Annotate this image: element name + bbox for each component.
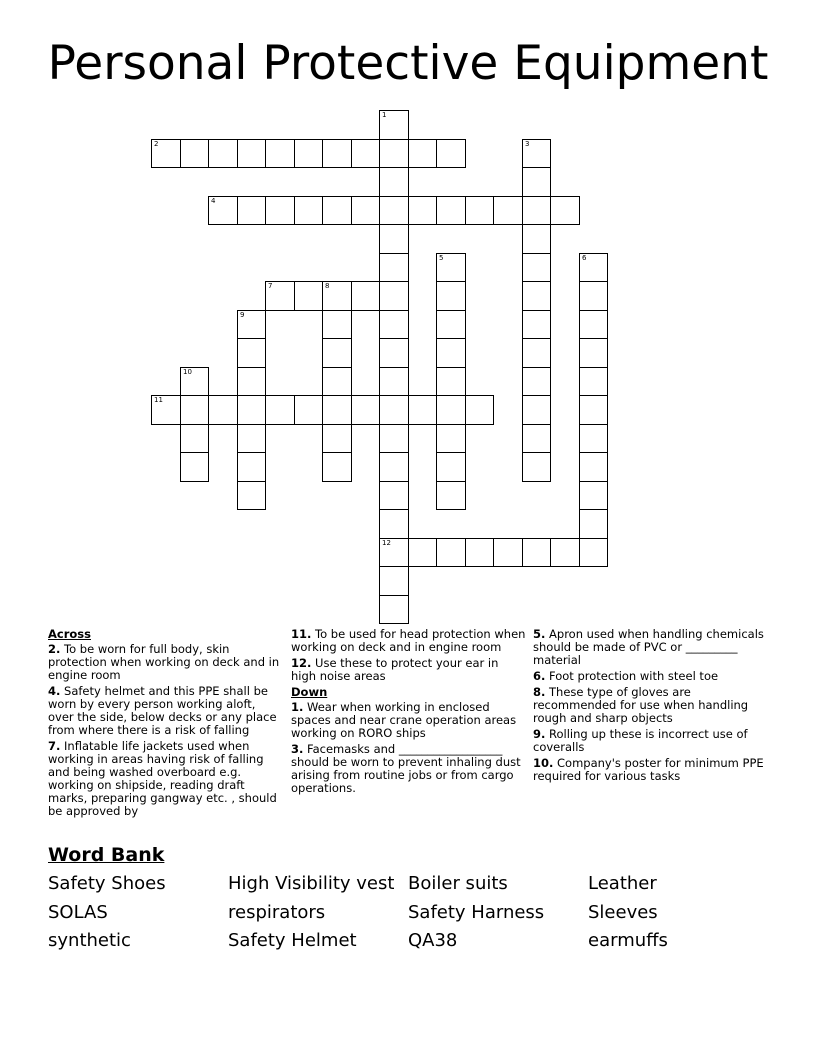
crossword-cell[interactable] [379, 395, 409, 425]
crossword-cell[interactable] [180, 424, 209, 453]
crossword-cell[interactable] [237, 452, 266, 482]
crossword-cell[interactable] [180, 395, 209, 425]
crossword-cell[interactable] [294, 139, 323, 168]
word-bank-item: respirators [228, 902, 326, 923]
crossword-cell[interactable] [379, 253, 409, 282]
crossword-cell[interactable] [436, 367, 466, 396]
word-bank-item: Sleeves [588, 902, 658, 923]
crossword-cell[interactable] [237, 310, 266, 339]
crossword-cell[interactable] [237, 395, 266, 425]
crossword-cell[interactable] [579, 367, 608, 396]
crossword-cell[interactable] [408, 139, 437, 168]
word-bank-item: Safety Shoes [48, 873, 166, 894]
clue-text: Foot protection with steel toe [549, 669, 719, 683]
clue-text: These type of gloves are recommended for use when handling rough and sharp objects [533, 685, 749, 725]
crossword-cell[interactable] [436, 281, 466, 311]
clue-number: 4. [48, 684, 61, 698]
crossword-cell[interactable] [465, 395, 494, 425]
word-bank-item: Safety Harness [408, 902, 545, 923]
clues-column-2 [291, 628, 527, 798]
crossword-cell[interactable] [151, 139, 181, 168]
crossword-cell[interactable] [579, 452, 608, 482]
clue-text: Wear when working in enclosed spaces and near crane operation areas working on RORO ships [291, 700, 517, 740]
crossword-cell[interactable] [465, 538, 494, 567]
crossword-cell[interactable] [436, 310, 466, 339]
clue-number: 8. [533, 685, 546, 699]
clues-column-3 [533, 628, 769, 786]
clue-number-label: 3 [525, 140, 530, 148]
clue-text: To be worn for full body, skin protection when working on deck and in engine room [48, 642, 280, 682]
clue-text: Rolling up these is incorrect use of coveralls [533, 727, 748, 754]
crossword-cell[interactable] [237, 139, 266, 168]
crossword-cell[interactable] [579, 253, 608, 282]
crossword-cell[interactable] [379, 424, 409, 453]
clue-across-2 [48, 643, 284, 682]
crossword-cell[interactable] [522, 281, 551, 311]
crossword-cell[interactable] [322, 310, 352, 339]
clue-number-label: 2 [154, 140, 159, 148]
crossword-cell[interactable] [208, 395, 238, 425]
clue-across-4 [48, 685, 284, 737]
crossword-cell[interactable] [408, 395, 437, 425]
crossword-cell[interactable] [237, 424, 266, 453]
crossword-cell[interactable] [522, 139, 551, 168]
crossword-cell[interactable] [294, 395, 323, 425]
crossword-cell[interactable] [322, 139, 352, 168]
crossword-cell[interactable] [265, 196, 295, 225]
clues-column-1 [48, 628, 284, 821]
crossword-cell[interactable] [322, 281, 352, 311]
clue-down-1 [291, 701, 527, 740]
crossword-cell[interactable] [322, 395, 352, 425]
crossword-cell[interactable] [322, 196, 352, 225]
crossword-cell[interactable] [436, 139, 466, 168]
crossword-cell[interactable] [208, 196, 238, 225]
clue-down-5 [533, 628, 769, 667]
page-title: Personal Protective Equipment [47, 36, 769, 91]
crossword-cell[interactable] [351, 139, 380, 168]
crossword-cell[interactable] [265, 139, 295, 168]
crossword-cell[interactable] [493, 196, 523, 225]
crossword-cell[interactable] [579, 338, 608, 368]
clue-number-label: 7 [268, 282, 273, 290]
crossword-cell[interactable] [436, 395, 466, 425]
crossword-cell[interactable] [579, 424, 608, 453]
crossword-cell[interactable] [550, 196, 580, 225]
crossword-cell[interactable] [379, 139, 409, 168]
crossword-cell[interactable] [522, 424, 551, 453]
crossword-cell[interactable] [522, 338, 551, 368]
crossword-cell[interactable] [379, 110, 409, 140]
crossword-cell[interactable] [579, 481, 608, 510]
clue-down-10 [533, 757, 769, 783]
crossword-cell[interactable] [522, 367, 551, 396]
clue-text: Safety helmet and this PPE shall be worn by every person working aloft, over the side, below decks or any place from where there is a risk of falling [48, 684, 277, 737]
crossword-cell[interactable] [379, 338, 409, 368]
clue-across-11 [291, 628, 527, 654]
crossword-cell[interactable] [237, 338, 266, 368]
clue-number: 5. [533, 627, 546, 641]
clue-number: 3. [291, 742, 304, 756]
crossword-cell[interactable] [522, 452, 551, 482]
clue-across-12 [291, 657, 527, 683]
clue-text: Use these to protect your ear in high noise areas [291, 656, 499, 683]
crossword-cell[interactable] [579, 538, 608, 567]
crossword-cell[interactable] [180, 452, 209, 482]
crossword-cell[interactable] [550, 538, 580, 567]
crossword-cell[interactable] [294, 281, 323, 311]
crossword-cell[interactable] [379, 566, 409, 596]
crossword-cell[interactable] [436, 452, 466, 482]
crossword-cell[interactable] [379, 224, 409, 254]
clue-number-label: 10 [183, 368, 192, 376]
word-bank-item: earmuffs [588, 930, 668, 951]
clue-number: 10. [533, 756, 554, 770]
crossword-cell[interactable] [379, 509, 409, 539]
crossword-cell[interactable] [237, 481, 266, 510]
clue-text: To be used for head protection when working on deck and in engine room [291, 627, 526, 654]
crossword-cell[interactable] [579, 395, 608, 425]
word-bank-item: SOLAS [48, 902, 108, 923]
clue-number: 12. [291, 656, 312, 670]
clue-number-label: 8 [325, 282, 330, 290]
word-bank-item: QA38 [408, 930, 458, 951]
word-bank-title: Word Bank [48, 844, 165, 866]
clue-number: 11. [291, 627, 312, 641]
clue-text: Inflatable life jackets used when working in areas having risk of falling and being washed overboard e.g. working on shipside, reading draft marks, preparing gangway etc. , should be approved by [48, 739, 277, 818]
clue-number-label: 4 [211, 197, 216, 205]
clue-text: Company's poster for minimum PPE required for various tasks [533, 756, 764, 783]
crossword-cell[interactable] [579, 310, 608, 339]
crossword-cell[interactable] [408, 538, 437, 567]
crossword-cell[interactable] [579, 509, 608, 539]
crossword-cell[interactable] [522, 196, 551, 225]
crossword-cell[interactable] [436, 196, 466, 225]
crossword-cell[interactable] [522, 538, 551, 567]
crossword-cell[interactable] [322, 452, 352, 482]
clue-number: 9. [533, 727, 546, 741]
word-bank-item: synthetic [48, 930, 131, 951]
clue-number-label: 11 [154, 396, 163, 404]
crossword-cell[interactable] [522, 253, 551, 282]
word-bank-item: High Visibility vest [228, 873, 395, 894]
clue-number: 2. [48, 642, 61, 656]
crossword-cell[interactable] [436, 253, 466, 282]
crossword-cell[interactable] [522, 395, 551, 425]
clue-down-8 [533, 686, 769, 725]
crossword-cell[interactable] [522, 310, 551, 339]
clue-number: 1. [291, 700, 304, 714]
clue-across-7 [48, 740, 284, 818]
crossword-cell[interactable] [379, 196, 409, 225]
crossword-cell[interactable] [265, 395, 295, 425]
clue-down-9 [533, 728, 769, 754]
crossword-cell[interactable] [322, 367, 352, 396]
crossword-cell[interactable] [379, 281, 409, 311]
across-header: Across [48, 627, 91, 641]
crossword-cell[interactable] [522, 224, 551, 254]
crossword-cell[interactable] [180, 139, 209, 168]
crossword-cell[interactable] [351, 281, 380, 311]
clue-number-label: 9 [240, 311, 245, 319]
crossword-cell[interactable] [465, 196, 494, 225]
crossword-cell[interactable] [379, 367, 409, 396]
crossword-cell[interactable] [322, 424, 352, 453]
clue-down-3 [291, 743, 527, 795]
crossword-cell[interactable] [379, 595, 409, 624]
clue-down-6 [533, 670, 769, 683]
crossword-cell[interactable] [237, 367, 266, 396]
crossword-cell[interactable] [151, 395, 181, 425]
crossword-cell[interactable] [522, 167, 551, 197]
crossword-cell[interactable] [579, 281, 608, 311]
crossword-cell[interactable] [180, 367, 209, 396]
crossword-cell[interactable] [265, 281, 295, 311]
crossword-cell[interactable] [208, 139, 238, 168]
clue-number-label: 5 [439, 254, 444, 262]
crossword-cell[interactable] [379, 167, 409, 197]
clue-number-label: 6 [582, 254, 587, 262]
word-bank-item: Safety Helmet [228, 930, 357, 951]
crossword-cell[interactable] [436, 538, 466, 567]
word-bank-item: Boiler suits [408, 873, 508, 894]
clue-number-label: 1 [382, 111, 387, 119]
crossword-cell[interactable] [436, 481, 466, 510]
crossword-cell[interactable] [351, 395, 380, 425]
down-header: Down [291, 685, 328, 699]
crossword-cell[interactable] [294, 196, 323, 225]
crossword-cell[interactable] [408, 196, 437, 225]
crossword-cell[interactable] [379, 452, 409, 482]
crossword-cell[interactable] [237, 196, 266, 225]
crossword-cell[interactable] [436, 424, 466, 453]
crossword-cell[interactable] [379, 481, 409, 510]
crossword-cell[interactable] [322, 338, 352, 368]
crossword-cell[interactable] [379, 310, 409, 339]
clue-number: 7. [48, 739, 61, 753]
clue-number: 6. [533, 669, 546, 683]
word-bank-item: Leather [588, 873, 657, 894]
clue-text: Facemasks and __________________ should be worn to prevent inhaling dust arising from routine jobs or from cargo operations. [291, 742, 521, 795]
crossword-cell[interactable] [436, 338, 466, 368]
clue-number-label: 12 [382, 539, 391, 547]
clue-text: Apron used when handling chemicals should be made of PVC or _________ material [533, 627, 764, 667]
crossword-cell[interactable] [351, 196, 380, 225]
crossword-cell[interactable] [493, 538, 523, 567]
crossword-cell[interactable] [379, 538, 409, 567]
